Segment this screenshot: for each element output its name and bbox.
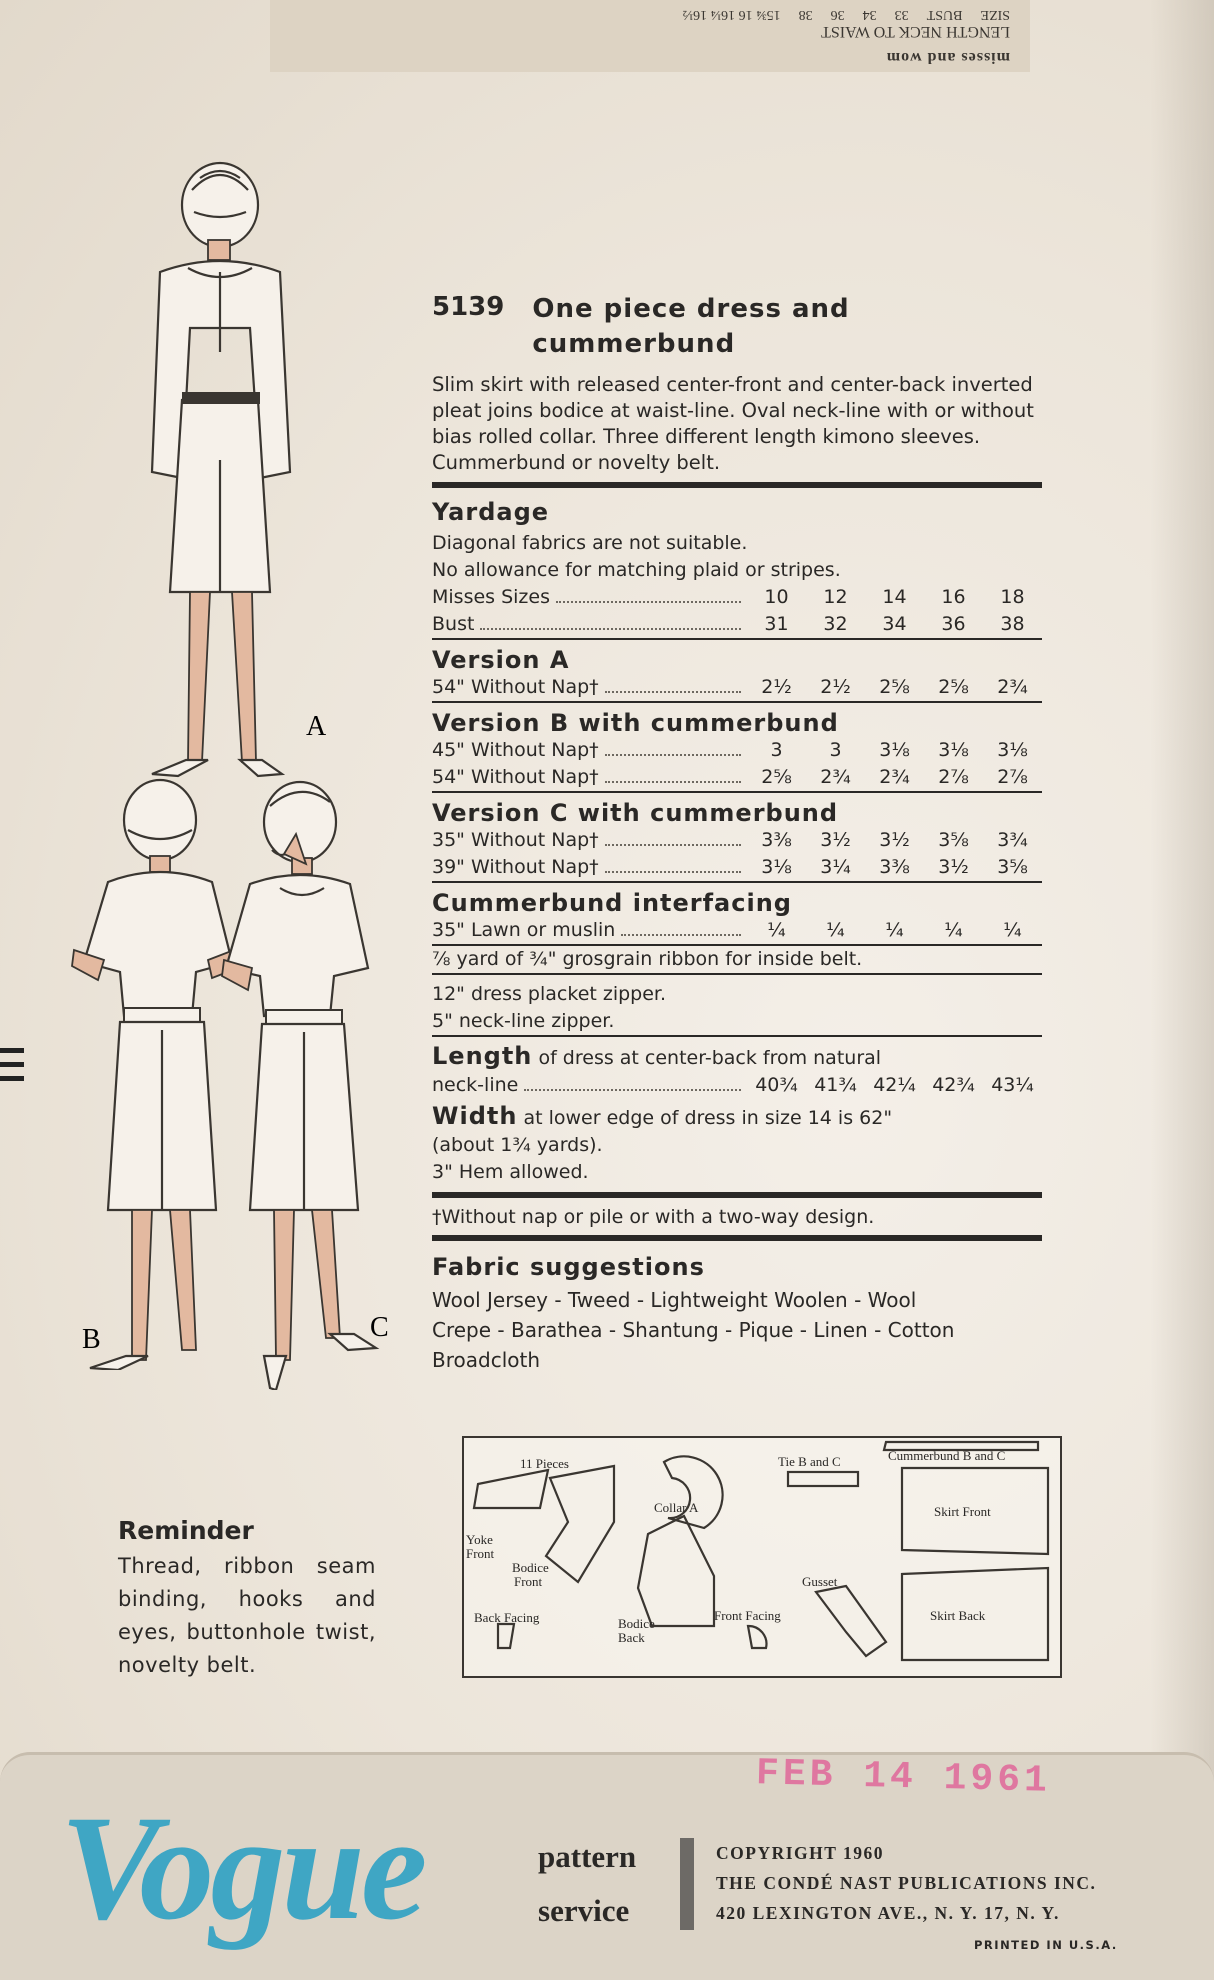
edge-mark [0, 1076, 24, 1081]
bust-value: 34 [882, 613, 907, 635]
pattern-header [432, 292, 1042, 362]
tie-label: Tie B and C [778, 1454, 841, 1469]
pieces-count: 11 Pieces [520, 1456, 569, 1471]
length-text [432, 1043, 1042, 1072]
yardage-row [432, 827, 1042, 854]
bodice-back-sublabel: Back [618, 1630, 645, 1645]
version-a-heading: Version A [432, 646, 570, 674]
fabric-width-label: 45" Without Nap† [432, 739, 599, 761]
address-line: 420 LEXINGTON AVE., N. Y. 17, N. Y. [716, 1903, 1060, 1923]
figure-b-label: B [82, 1324, 101, 1355]
yardage-row [432, 737, 1042, 764]
yardage-value: 2½ [820, 676, 851, 698]
pattern-pieces-shapes [464, 1438, 1060, 1676]
pattern-description: Slim skirt with released center-front and center-back inverted pleat joins bodice at waist-line. Oval neck-line with or without bias rolled collar. Three different length kimono sleeves. Cummerbund or novelty belt. [432, 373, 1034, 474]
divider [432, 1192, 1042, 1198]
divider [432, 701, 1042, 703]
bodice-front-sublabel: Front [514, 1574, 543, 1589]
yardage-value: 2½ [761, 676, 792, 698]
paper-edge-shadow [1150, 0, 1214, 1980]
bust-row [432, 611, 1042, 638]
pattern-title: One piece dress and cummerbund [532, 294, 850, 359]
width-description: at lower edge of dress in size 14 is 62" [523, 1107, 893, 1129]
length-row [432, 1072, 1042, 1099]
yardage-value: 3⅛ [761, 856, 792, 878]
yardage-value: 3½ [879, 829, 910, 851]
yardage-value: 2⅝ [761, 766, 792, 788]
bust-value: 31 [764, 613, 789, 635]
fabric-heading: Fabric suggestions [432, 1253, 705, 1281]
yardage-value: 2⅞ [997, 766, 1028, 788]
bodice-front-label: Bodice [512, 1560, 549, 1575]
bust-value: 32 [823, 613, 848, 635]
reminder-text: Thread, ribbon seam binding, hooks and eyes, buttonhole twist, novelty belt. [118, 1554, 376, 1677]
bust-value: 38 [1000, 613, 1025, 635]
fabric-width-label: 39" Without Nap† [432, 856, 599, 878]
size-value: 12 [823, 586, 848, 608]
zipper-note: 12" dress placket zipper. [432, 983, 667, 1005]
flap-values [683, 6, 1010, 22]
yardage-value: 2⅝ [938, 676, 969, 698]
flap-subheading: LENGTH NECK TO WAIST [821, 23, 1010, 40]
divider [432, 1035, 1042, 1037]
fabric-line: Wool Jersey - Tweed - Lightweight Woolen - Wool [432, 1288, 917, 1312]
figure-b-illustration [68, 770, 238, 1370]
yardage-value: 2¾ [997, 676, 1028, 698]
size-value: 14 [882, 586, 907, 608]
divider [432, 1235, 1042, 1241]
flap-value: 38 [798, 7, 813, 22]
fabric-width-label: 35" Lawn or muslin [432, 919, 616, 941]
yardage-heading: Yardage [432, 498, 550, 526]
figure-c-illustration [220, 770, 420, 1390]
skirt-back-label: Skirt Back [930, 1608, 986, 1623]
length-description: of dress at center-back from natural [538, 1047, 882, 1069]
sizes-label: Misses Sizes [432, 586, 550, 608]
cummerbund-label: Cummerbund B and C [888, 1448, 1006, 1463]
yardage-value: ¼ [944, 919, 963, 941]
length-value: 40¾ [755, 1074, 798, 1096]
edge-mark [0, 1048, 24, 1053]
yardage-value: 3⅛ [938, 739, 969, 761]
flap-value: 15¾ 16 16¼ 16½ [682, 7, 781, 22]
length-value: 43¼ [991, 1074, 1034, 1096]
width-yards: (about 1¾ yards). [432, 1134, 603, 1156]
bodice-back-label: Bodice [618, 1616, 655, 1631]
copyright-line: COPYRIGHT 1960 [716, 1843, 884, 1863]
fabric-width-label: 54" Without Nap† [432, 766, 599, 788]
pattern-word: pattern [538, 1839, 637, 1874]
front-facing-label: Front Facing [714, 1608, 781, 1623]
yardage-value: 3½ [820, 829, 851, 851]
fabric-line: Crepe - Barathea - Shantung - Pique - Linen - Cotton [432, 1318, 955, 1342]
yardage-value: 2⅞ [938, 766, 969, 788]
length-label: neck-line [432, 1074, 519, 1096]
hem-note: 3" Hem allowed. [432, 1161, 589, 1183]
length-value: 42¾ [932, 1074, 975, 1096]
yardage-value: ¼ [885, 919, 904, 941]
yardage-note: Diagonal fabrics are not suitable. [432, 532, 748, 554]
flap-value: 33 [894, 7, 909, 22]
size-value: 16 [941, 586, 966, 608]
service-word: service [538, 1893, 630, 1928]
yardage-value: 2¾ [879, 766, 910, 788]
fabric-line: Broadcloth [432, 1348, 540, 1372]
yardage-value: 2¾ [820, 766, 851, 788]
fabric-width-label: 35" Without Nap† [432, 829, 599, 851]
flap-value: SIZE [980, 7, 1010, 22]
yardage-value: 3⅝ [938, 829, 969, 851]
divider [432, 638, 1042, 640]
copyright-block [716, 1838, 1096, 1928]
version-c-heading: Version C with cummerbund [432, 799, 839, 827]
length-heading: Length [432, 1042, 533, 1070]
yardage-value: 3⅜ [879, 856, 910, 878]
yardage-value: 3 [829, 739, 842, 761]
length-value: 41¾ [814, 1074, 857, 1096]
yardage-value: 3 [770, 739, 783, 761]
yardage-value: ¼ [826, 919, 845, 941]
gusset-label: Gusset [802, 1574, 838, 1589]
yardage-row [432, 917, 1042, 944]
size-chart-flap [270, 0, 1030, 72]
pattern-info-column [432, 292, 1042, 1375]
yardage-value: 3¾ [997, 829, 1028, 851]
yardage-row [432, 764, 1042, 791]
yardage-row [432, 674, 1042, 701]
yardage-value: ¼ [1003, 919, 1022, 941]
width-heading: Width [432, 1102, 518, 1130]
figure-a-label: A [306, 711, 327, 742]
figure-c-label: C [370, 1312, 389, 1343]
flap-value: BUST [926, 7, 963, 22]
yardage-value: 3½ [938, 856, 969, 878]
nap-note: †Without nap or pile or with a two-way design. [432, 1206, 875, 1228]
yoke-label: Yoke [466, 1532, 493, 1547]
yardage-value: 3⅝ [997, 856, 1028, 878]
brand-divider [680, 1838, 694, 1930]
yardage-value: ¼ [767, 919, 786, 941]
vogue-logo: Vogue [60, 1785, 424, 1951]
yoke-front-label: Front [466, 1546, 495, 1561]
flap-heading: misses and wom [885, 49, 1010, 66]
ribbon-note: ⅞ yard of ¾" grosgrain ribbon for inside belt. [432, 948, 863, 970]
divider [432, 881, 1042, 883]
yardage-value: 3¼ [820, 856, 851, 878]
yardage-value: 3⅛ [879, 739, 910, 761]
edge-mark [0, 1062, 24, 1067]
divider [432, 973, 1042, 975]
interfacing-heading: Cummerbund interfacing [432, 889, 792, 917]
publisher-line: THE CONDÉ NAST PUBLICATIONS INC. [716, 1873, 1097, 1893]
divider [432, 791, 1042, 793]
fabric-width-label: 54" Without Nap† [432, 676, 599, 698]
bust-label: Bust [432, 613, 475, 635]
collar-label: Collar A [654, 1500, 699, 1515]
yardage-note: No allowance for matching plaid or stripes. [432, 559, 841, 581]
reminder-heading: Reminder [118, 1516, 254, 1545]
skirt-front-label: Skirt Front [934, 1504, 991, 1519]
figure-a-illustration [120, 160, 350, 780]
flap-value: 34 [862, 7, 877, 22]
printed-in-usa: PRINTED IN U.S.A. [974, 1938, 1118, 1952]
date-stamp: FEB 14 1961 [755, 1752, 1052, 1803]
bust-value: 36 [941, 613, 966, 635]
pattern-pieces-diagram [462, 1436, 1062, 1678]
yardage-row [432, 854, 1042, 881]
zipper-note: 5" neck-line zipper. [432, 1010, 615, 1032]
yardage-value: 3⅜ [761, 829, 792, 851]
pattern-number: 5139 [432, 292, 505, 322]
yardage-value: 3⅛ [997, 739, 1028, 761]
size-value: 10 [764, 586, 789, 608]
back-facing-label: Back Facing [474, 1610, 540, 1625]
sizes-row [432, 584, 1042, 611]
pattern-service-text [538, 1830, 636, 1938]
width-text [432, 1103, 1042, 1132]
divider [432, 482, 1042, 488]
size-value: 18 [1000, 586, 1025, 608]
version-b-heading: Version B with cummerbund [432, 709, 839, 737]
flap-value: 36 [830, 7, 845, 22]
length-value: 42¼ [873, 1074, 916, 1096]
yardage-value: 2⅝ [879, 676, 910, 698]
